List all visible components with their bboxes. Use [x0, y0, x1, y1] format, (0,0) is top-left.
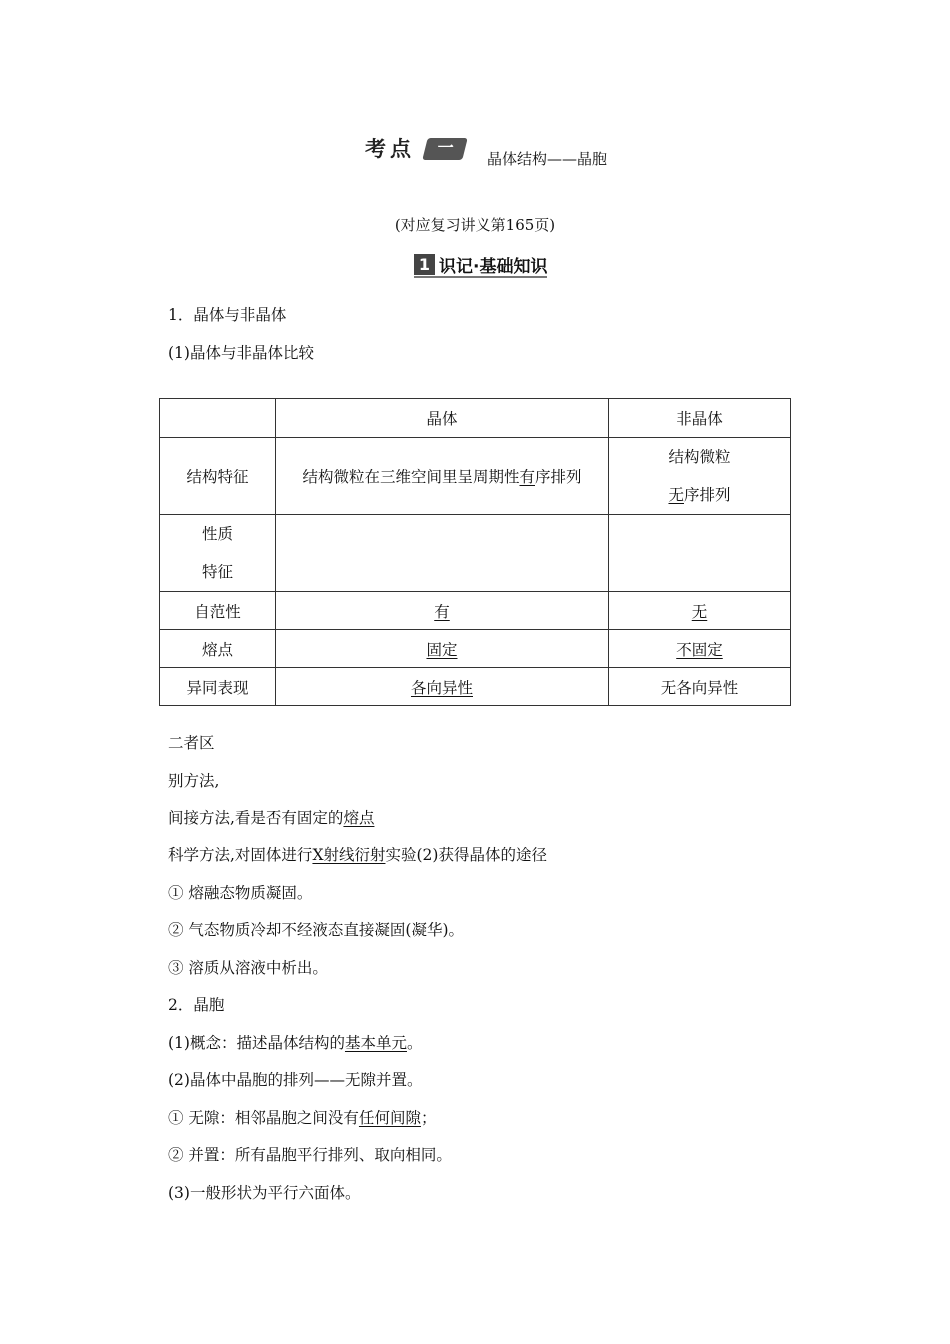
body-text: 。 — [406, 1034, 423, 1052]
body-text: ① 无隙：相邻晶胞之间没有 — [168, 1109, 359, 1127]
body-text: 间接方法,看是否有固定的 — [168, 809, 344, 827]
body-line: (3)一般形状为平行六面体。 — [168, 1184, 361, 1202]
body-answer: 熔点 — [343, 809, 375, 827]
table-cell — [276, 630, 609, 668]
table-header-cell — [160, 399, 276, 438]
label-line: 特征 — [201, 563, 233, 581]
cell-answer: 不固定 — [676, 640, 723, 659]
table-cell — [276, 515, 609, 592]
body-answer: 基本单元 — [344, 1034, 407, 1052]
cell-answer: 各向异性 — [410, 678, 473, 697]
heading-crystal: 1．晶体与非晶体 — [168, 306, 287, 324]
body-text: ； — [420, 1109, 437, 1127]
table-cell — [609, 515, 791, 592]
section-number: 1 — [414, 254, 435, 275]
table-header-cell: 非晶体 — [609, 399, 791, 438]
cell-answer: 有 — [519, 468, 535, 486]
cell-answer: 有 — [434, 602, 450, 621]
table-row — [160, 630, 791, 668]
reference-note: (对应复习讲义第165页) — [394, 216, 556, 234]
row-label: 熔点 — [160, 630, 276, 668]
body-line: (2)晶体中晶胞的排列——无隙并置。 — [168, 1071, 423, 1089]
table-cell — [276, 438, 609, 515]
body-line: ① 熔融态物质凝固。 — [168, 884, 313, 902]
table-cell — [276, 668, 609, 706]
table-row — [160, 515, 791, 592]
comparison-table — [159, 398, 791, 706]
table-cell: 无各向异性 — [609, 668, 791, 706]
table-cell — [276, 592, 609, 630]
body-line — [168, 1031, 423, 1053]
row-label — [160, 515, 276, 592]
table-row — [160, 668, 791, 706]
table-row — [160, 399, 791, 438]
topic-title: 晶体结构——晶胞 — [487, 150, 608, 168]
row-label: 自范性 — [160, 592, 276, 630]
body-text: 科学方法,对固体进行 — [168, 846, 313, 864]
table-row — [160, 438, 791, 515]
body-line — [168, 806, 374, 828]
body-line: 二者区 — [168, 734, 215, 752]
cell-text: 序排列 — [684, 486, 731, 504]
topic-header — [0, 133, 950, 169]
body-line: ③ 溶质从溶液中析出。 — [168, 959, 328, 977]
topic-number-badge: 一 — [422, 138, 467, 160]
row-label: 异同表现 — [160, 668, 276, 706]
cell-answer: 固定 — [426, 640, 458, 659]
cell-answer: 无 — [691, 602, 708, 621]
body-text: (1)概念：描述晶体结构的 — [168, 1034, 345, 1052]
body-line — [168, 843, 547, 865]
table-cell — [609, 630, 791, 668]
table-header-cell: 晶体 — [276, 399, 609, 438]
body-answer: 任何间隙 — [358, 1109, 421, 1127]
heading-unit-cell: 2．晶胞 — [168, 996, 225, 1014]
row-label: 结构特征 — [160, 438, 276, 515]
section-title: 识记·基础知识 — [439, 256, 548, 277]
table-cell — [609, 438, 791, 515]
section-banner — [414, 252, 547, 278]
cell-text: 序排列 — [535, 468, 582, 486]
table-cell — [609, 592, 791, 630]
cell-text: 结构微粒 — [668, 448, 731, 466]
table-row — [160, 592, 791, 630]
body-text: 实验(2)获得晶体的途径 — [385, 846, 547, 864]
cell-text: 结构微粒在三维空间里呈周期性 — [302, 468, 520, 486]
label-line: 性质 — [201, 525, 233, 543]
body-line: ② 气态物质冷却不经液态直接凝固(凝华)。 — [168, 921, 465, 939]
body-answer: X射线衍射 — [312, 846, 386, 864]
subheading-compare: (1)晶体与非晶体比较 — [168, 344, 314, 362]
body-line: 别方法, — [168, 772, 220, 790]
body-line: ② 并置：所有晶胞平行排列、取向相同。 — [168, 1146, 452, 1164]
cell-answer: 无 — [668, 486, 684, 504]
body-line — [168, 1106, 436, 1128]
topic-label: 考点 — [365, 137, 415, 161]
